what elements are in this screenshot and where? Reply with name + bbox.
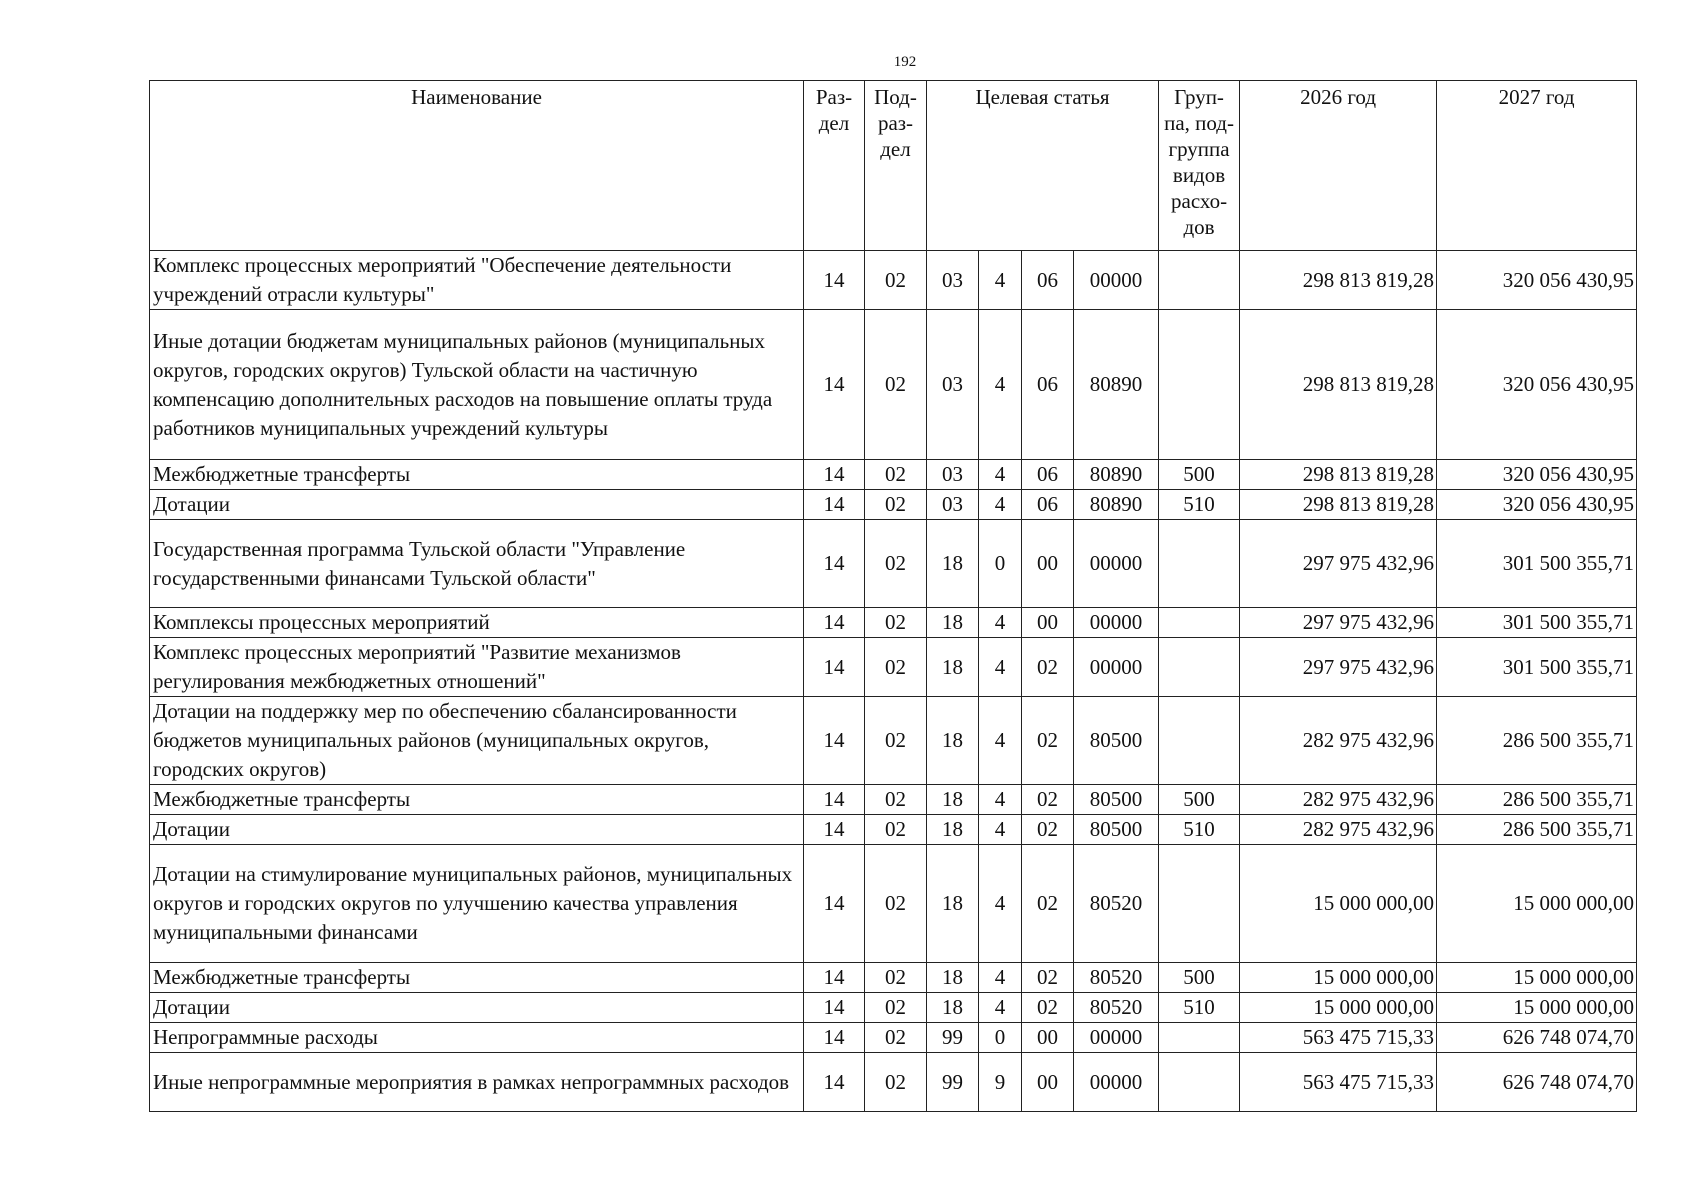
cell-target-direction: 80890 bbox=[1074, 310, 1159, 460]
cell-podrazdel: 02 bbox=[865, 310, 927, 460]
cell-razdel: 14 bbox=[804, 310, 865, 460]
cell-target-direction: 80520 bbox=[1074, 963, 1159, 993]
cell-razdel: 14 bbox=[804, 1023, 865, 1053]
cell-expense-group bbox=[1159, 697, 1240, 785]
cell-expense-group bbox=[1159, 310, 1240, 460]
cell-target-element: 06 bbox=[1022, 490, 1074, 520]
cell-2027: 301 500 355,71 bbox=[1437, 638, 1637, 697]
cell-target-element: 00 bbox=[1022, 1023, 1074, 1053]
cell-name: Дотации на стимулирование муниципальных районов, муниципальных округов и городских округов по улучшению качества управления муниципальными финансами bbox=[150, 845, 804, 963]
cell-name: Иные дотации бюджетам муниципальных районов (муниципальных округов, городских округов) Тульской области на частичную компенсацию дополнительных расходов на повышение оплаты труда работников муниципальных учреждений культуры bbox=[150, 310, 804, 460]
cell-target-program: 18 bbox=[927, 993, 979, 1023]
cell-target-direction: 00000 bbox=[1074, 520, 1159, 608]
cell-2027: 626 748 074,70 bbox=[1437, 1053, 1637, 1112]
cell-expense-group bbox=[1159, 1053, 1240, 1112]
table-row bbox=[150, 520, 1637, 608]
cell-podrazdel: 02 bbox=[865, 490, 927, 520]
cell-podrazdel: 02 bbox=[865, 638, 927, 697]
table-row bbox=[150, 251, 1637, 310]
cell-target-element: 02 bbox=[1022, 785, 1074, 815]
cell-expense-group: 500 bbox=[1159, 785, 1240, 815]
cell-target-element: 02 bbox=[1022, 993, 1074, 1023]
header-name: Наименование bbox=[150, 81, 804, 251]
cell-target-program: 18 bbox=[927, 845, 979, 963]
cell-target-program: 18 bbox=[927, 785, 979, 815]
table-row bbox=[150, 845, 1637, 963]
table-row bbox=[150, 310, 1637, 460]
cell-name: Комплекс процессных мероприятий "Развитие механизмов регулирования межбюджетных отношений" bbox=[150, 638, 804, 697]
cell-target-element: 02 bbox=[1022, 815, 1074, 845]
cell-razdel: 14 bbox=[804, 993, 865, 1023]
cell-2026: 297 975 432,96 bbox=[1240, 638, 1437, 697]
cell-podrazdel: 02 bbox=[865, 1053, 927, 1112]
header-row bbox=[150, 81, 1637, 251]
cell-2027: 320 056 430,95 bbox=[1437, 460, 1637, 490]
cell-podrazdel: 02 bbox=[865, 460, 927, 490]
cell-target-direction: 80500 bbox=[1074, 785, 1159, 815]
cell-2027: 320 056 430,95 bbox=[1437, 251, 1637, 310]
cell-2027: 301 500 355,71 bbox=[1437, 520, 1637, 608]
cell-target-program: 99 bbox=[927, 1023, 979, 1053]
cell-razdel: 14 bbox=[804, 963, 865, 993]
cell-target-element: 06 bbox=[1022, 310, 1074, 460]
cell-expense-group: 510 bbox=[1159, 815, 1240, 845]
cell-target-program: 18 bbox=[927, 697, 979, 785]
cell-target-program: 03 bbox=[927, 251, 979, 310]
cell-razdel: 14 bbox=[804, 460, 865, 490]
cell-name: Межбюджетные трансферты bbox=[150, 785, 804, 815]
cell-podrazdel: 02 bbox=[865, 993, 927, 1023]
cell-expense-group: 500 bbox=[1159, 460, 1240, 490]
cell-2026: 15 000 000,00 bbox=[1240, 993, 1437, 1023]
table-row bbox=[150, 785, 1637, 815]
cell-target-element: 06 bbox=[1022, 251, 1074, 310]
cell-2026: 298 813 819,28 bbox=[1240, 251, 1437, 310]
cell-target-program: 18 bbox=[927, 963, 979, 993]
cell-name: Комплекс процессных мероприятий "Обеспечение деятельности учреждений отрасли культуры" bbox=[150, 251, 804, 310]
cell-2026: 282 975 432,96 bbox=[1240, 815, 1437, 845]
cell-target-direction: 00000 bbox=[1074, 1023, 1159, 1053]
cell-2026: 563 475 715,33 bbox=[1240, 1053, 1437, 1112]
table-body bbox=[150, 251, 1637, 1112]
cell-target-direction: 80520 bbox=[1074, 993, 1159, 1023]
cell-podrazdel: 02 bbox=[865, 251, 927, 310]
cell-target-type: 4 bbox=[979, 490, 1022, 520]
header-2026: 2026 год bbox=[1240, 81, 1437, 251]
cell-target-element: 02 bbox=[1022, 845, 1074, 963]
cell-target-program: 18 bbox=[927, 815, 979, 845]
cell-2026: 282 975 432,96 bbox=[1240, 785, 1437, 815]
budget-table bbox=[149, 80, 1637, 1112]
cell-podrazdel: 02 bbox=[865, 608, 927, 638]
cell-podrazdel: 02 bbox=[865, 963, 927, 993]
cell-target-program: 18 bbox=[927, 608, 979, 638]
cell-target-direction: 80500 bbox=[1074, 815, 1159, 845]
cell-name: Иные непрограммные мероприятия в рамках непрограммных расходов bbox=[150, 1053, 804, 1112]
cell-target-direction: 80890 bbox=[1074, 460, 1159, 490]
cell-expense-group: 500 bbox=[1159, 963, 1240, 993]
cell-2026: 298 813 819,28 bbox=[1240, 460, 1437, 490]
cell-2027: 320 056 430,95 bbox=[1437, 490, 1637, 520]
table-row bbox=[150, 608, 1637, 638]
header-razdel: Раз- дел bbox=[804, 81, 865, 251]
cell-target-type: 4 bbox=[979, 608, 1022, 638]
cell-name: Дотации bbox=[150, 815, 804, 845]
header-2027: 2027 год bbox=[1437, 81, 1637, 251]
cell-target-element: 00 bbox=[1022, 608, 1074, 638]
cell-expense-group bbox=[1159, 845, 1240, 963]
table-row bbox=[150, 993, 1637, 1023]
cell-target-type: 4 bbox=[979, 845, 1022, 963]
cell-expense-group bbox=[1159, 520, 1240, 608]
cell-target-direction: 80500 bbox=[1074, 697, 1159, 785]
cell-name: Дотации bbox=[150, 993, 804, 1023]
cell-target-element: 02 bbox=[1022, 638, 1074, 697]
cell-name: Дотации на поддержку мер по обеспечению сбалансированности бюджетов муниципальных районов (муниципальных округов, городских округов) bbox=[150, 697, 804, 785]
header-podrazdel: Под- раз- дел bbox=[865, 81, 927, 251]
cell-target-type: 4 bbox=[979, 638, 1022, 697]
cell-name: Непрограммные расходы bbox=[150, 1023, 804, 1053]
cell-target-type: 0 bbox=[979, 520, 1022, 608]
cell-target-direction: 80520 bbox=[1074, 845, 1159, 963]
cell-target-type: 4 bbox=[979, 815, 1022, 845]
cell-razdel: 14 bbox=[804, 638, 865, 697]
cell-target-direction: 00000 bbox=[1074, 608, 1159, 638]
cell-2027: 15 000 000,00 bbox=[1437, 845, 1637, 963]
cell-expense-group: 510 bbox=[1159, 993, 1240, 1023]
cell-2026: 297 975 432,96 bbox=[1240, 608, 1437, 638]
cell-target-program: 03 bbox=[927, 460, 979, 490]
cell-expense-group bbox=[1159, 1023, 1240, 1053]
cell-2027: 320 056 430,95 bbox=[1437, 310, 1637, 460]
table-row bbox=[150, 963, 1637, 993]
cell-podrazdel: 02 bbox=[865, 697, 927, 785]
cell-razdel: 14 bbox=[804, 697, 865, 785]
cell-target-direction: 80890 bbox=[1074, 490, 1159, 520]
cell-razdel: 14 bbox=[804, 1053, 865, 1112]
cell-2027: 286 500 355,71 bbox=[1437, 815, 1637, 845]
cell-podrazdel: 02 bbox=[865, 815, 927, 845]
cell-razdel: 14 bbox=[804, 251, 865, 310]
header-target-article: Целевая статья bbox=[927, 81, 1159, 251]
cell-target-direction: 00000 bbox=[1074, 1053, 1159, 1112]
cell-target-program: 03 bbox=[927, 310, 979, 460]
cell-name: Межбюджетные трансферты bbox=[150, 963, 804, 993]
cell-target-element: 00 bbox=[1022, 520, 1074, 608]
cell-razdel: 14 bbox=[804, 608, 865, 638]
cell-podrazdel: 02 bbox=[865, 845, 927, 963]
cell-name: Дотации bbox=[150, 490, 804, 520]
cell-razdel: 14 bbox=[804, 490, 865, 520]
table-row bbox=[150, 815, 1637, 845]
cell-target-element: 02 bbox=[1022, 963, 1074, 993]
cell-expense-group bbox=[1159, 608, 1240, 638]
table-row bbox=[150, 1053, 1637, 1112]
cell-2026: 298 813 819,28 bbox=[1240, 490, 1437, 520]
cell-target-element: 06 bbox=[1022, 460, 1074, 490]
cell-target-type: 4 bbox=[979, 310, 1022, 460]
cell-target-type: 4 bbox=[979, 251, 1022, 310]
cell-2027: 15 000 000,00 bbox=[1437, 993, 1637, 1023]
cell-razdel: 14 bbox=[804, 785, 865, 815]
cell-2026: 282 975 432,96 bbox=[1240, 697, 1437, 785]
cell-target-program: 18 bbox=[927, 520, 979, 608]
cell-target-type: 4 bbox=[979, 993, 1022, 1023]
cell-target-element: 02 bbox=[1022, 697, 1074, 785]
cell-2027: 286 500 355,71 bbox=[1437, 697, 1637, 785]
cell-name: Межбюджетные трансферты bbox=[150, 460, 804, 490]
cell-2026: 563 475 715,33 bbox=[1240, 1023, 1437, 1053]
cell-2027: 15 000 000,00 bbox=[1437, 963, 1637, 993]
cell-target-type: 9 bbox=[979, 1053, 1022, 1112]
cell-2027: 301 500 355,71 bbox=[1437, 608, 1637, 638]
cell-2026: 15 000 000,00 bbox=[1240, 845, 1437, 963]
cell-target-type: 0 bbox=[979, 1023, 1022, 1053]
table-row bbox=[150, 490, 1637, 520]
cell-2026: 15 000 000,00 bbox=[1240, 963, 1437, 993]
cell-razdel: 14 bbox=[804, 815, 865, 845]
cell-target-element: 00 bbox=[1022, 1053, 1074, 1112]
table-row bbox=[150, 697, 1637, 785]
cell-podrazdel: 02 bbox=[865, 785, 927, 815]
cell-razdel: 14 bbox=[804, 845, 865, 963]
cell-target-direction: 00000 bbox=[1074, 251, 1159, 310]
page-number: 192 bbox=[893, 54, 917, 70]
cell-podrazdel: 02 bbox=[865, 520, 927, 608]
cell-expense-group: 510 bbox=[1159, 490, 1240, 520]
cell-razdel: 14 bbox=[804, 520, 865, 608]
cell-name: Комплексы процессных мероприятий bbox=[150, 608, 804, 638]
cell-2026: 297 975 432,96 bbox=[1240, 520, 1437, 608]
table-row bbox=[150, 460, 1637, 490]
cell-expense-group bbox=[1159, 251, 1240, 310]
cell-podrazdel: 02 bbox=[865, 1023, 927, 1053]
table-row bbox=[150, 638, 1637, 697]
cell-name: Государственная программа Тульской области "Управление государственными финансами Тульской области" bbox=[150, 520, 804, 608]
cell-target-program: 18 bbox=[927, 638, 979, 697]
cell-expense-group bbox=[1159, 638, 1240, 697]
cell-target-program: 03 bbox=[927, 490, 979, 520]
cell-target-type: 4 bbox=[979, 785, 1022, 815]
cell-target-type: 4 bbox=[979, 460, 1022, 490]
table-row bbox=[150, 1023, 1637, 1053]
cell-target-direction: 00000 bbox=[1074, 638, 1159, 697]
cell-2026: 298 813 819,28 bbox=[1240, 310, 1437, 460]
cell-target-type: 4 bbox=[979, 697, 1022, 785]
cell-target-type: 4 bbox=[979, 963, 1022, 993]
cell-2027: 286 500 355,71 bbox=[1437, 785, 1637, 815]
cell-2027: 626 748 074,70 bbox=[1437, 1023, 1637, 1053]
cell-target-program: 99 bbox=[927, 1053, 979, 1112]
header-expense-group: Груп- па, под- группа видов расхо- дов bbox=[1159, 81, 1240, 251]
